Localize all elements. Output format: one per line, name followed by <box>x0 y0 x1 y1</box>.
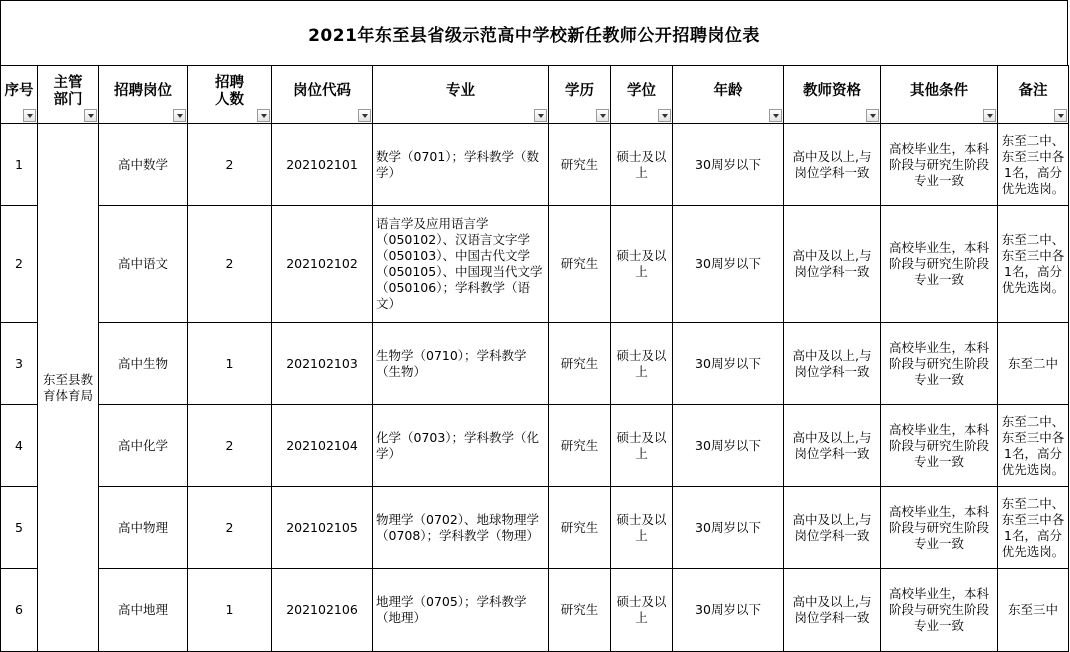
cell-other[interactable]: 高校毕业生，本科阶段与研究生阶段专业一致 <box>881 206 998 323</box>
cell-major[interactable]: 数学（0701）；学科教学（数学） <box>373 124 549 206</box>
header-post: 招聘岗位 <box>99 66 188 124</box>
filter-dropdown-icon[interactable] <box>769 109 782 122</box>
cell-note[interactable]: 东至二中、东至三中各1名，高分优先选岗。 <box>998 124 1069 206</box>
cell-age[interactable]: 30周岁以下 <box>673 124 784 206</box>
cell-edu[interactable]: 研究生 <box>549 323 611 405</box>
cell-qual[interactable]: 高中及以上,与岗位学科一致 <box>784 206 881 323</box>
header-qual: 教师资格 <box>784 66 881 124</box>
cell-major[interactable]: 地理学（0705）；学科教学（地理） <box>373 569 549 652</box>
cell-other[interactable]: 高校毕业生，本科阶段与研究生阶段专业一致 <box>881 124 998 206</box>
cell-major[interactable]: 化学（0703）；学科教学（化学） <box>373 405 549 487</box>
cell-edu[interactable]: 研究生 <box>549 405 611 487</box>
cell-code[interactable]: 202102101 <box>272 124 373 206</box>
cell-post[interactable]: 高中语文 <box>99 206 188 323</box>
cell-major[interactable]: 语言学及应用语言学（050102）、汉语言文字学（050103）、中国古代文学（050105）、中国现当代文学（050106）；学科教学（语文） <box>373 206 549 323</box>
cell-edu[interactable]: 研究生 <box>549 124 611 206</box>
table-row <box>1 124 1069 206</box>
header-edu: 学历 <box>549 66 611 124</box>
cell-count[interactable]: 1 <box>188 569 272 652</box>
header-dept: 主管部门 <box>38 66 99 124</box>
cell-seq[interactable]: 5 <box>1 487 38 569</box>
cell-age[interactable]: 30周岁以下 <box>673 405 784 487</box>
filter-dropdown-icon[interactable] <box>534 109 547 122</box>
header-major: 专业 <box>373 66 549 124</box>
cell-other[interactable]: 高校毕业生，本科阶段与研究生阶段专业一致 <box>881 487 998 569</box>
filter-dropdown-icon[interactable] <box>23 109 36 122</box>
cell-seq[interactable]: 2 <box>1 206 38 323</box>
header-row <box>1 66 1069 124</box>
cell-seq[interactable]: 3 <box>1 323 38 405</box>
table-row <box>1 405 1069 487</box>
header-other: 其他条件 <box>881 66 998 124</box>
cell-degree[interactable]: 硕士及以上 <box>611 487 673 569</box>
cell-other[interactable]: 高校毕业生，本科阶段与研究生阶段专业一致 <box>881 405 998 487</box>
cell-count[interactable]: 2 <box>188 487 272 569</box>
cell-qual[interactable]: 高中及以上,与岗位学科一致 <box>784 124 881 206</box>
cell-dept[interactable]: 东至县教育体育局 <box>38 124 99 652</box>
cell-degree[interactable]: 硕士及以上 <box>611 206 673 323</box>
cell-post[interactable]: 高中数学 <box>99 124 188 206</box>
cell-code[interactable]: 202102104 <box>272 405 373 487</box>
table-row <box>1 206 1069 323</box>
cell-degree[interactable]: 硕士及以上 <box>611 323 673 405</box>
table-row <box>1 569 1069 652</box>
filter-dropdown-icon[interactable] <box>257 109 270 122</box>
cell-seq[interactable]: 1 <box>1 124 38 206</box>
header-age: 年龄 <box>673 66 784 124</box>
header-code: 岗位代码 <box>272 66 373 124</box>
filter-dropdown-icon[interactable] <box>84 109 97 122</box>
cell-code[interactable]: 202102102 <box>272 206 373 323</box>
filter-dropdown-icon[interactable] <box>1054 109 1067 122</box>
cell-age[interactable]: 30周岁以下 <box>673 323 784 405</box>
cell-post[interactable]: 高中地理 <box>99 569 188 652</box>
filter-dropdown-icon[interactable] <box>658 109 671 122</box>
cell-post[interactable]: 高中生物 <box>99 323 188 405</box>
cell-code[interactable]: 202102106 <box>272 569 373 652</box>
filter-dropdown-icon[interactable] <box>866 109 879 122</box>
cell-code[interactable]: 202102105 <box>272 487 373 569</box>
recruitment-table <box>0 65 1069 652</box>
cell-qual[interactable]: 高中及以上,与岗位学科一致 <box>784 569 881 652</box>
cell-other[interactable]: 高校毕业生，本科阶段与研究生阶段专业一致 <box>881 569 998 652</box>
cell-edu[interactable]: 研究生 <box>549 206 611 323</box>
cell-qual[interactable]: 高中及以上,与岗位学科一致 <box>784 405 881 487</box>
header-count: 招聘人数 <box>188 66 272 124</box>
cell-note[interactable]: 东至二中、东至三中各1名，高分优先选岗。 <box>998 487 1069 569</box>
cell-qual[interactable]: 高中及以上,与岗位学科一致 <box>784 323 881 405</box>
filter-dropdown-icon[interactable] <box>983 109 996 122</box>
filter-dropdown-icon[interactable] <box>358 109 371 122</box>
cell-post[interactable]: 高中化学 <box>99 405 188 487</box>
cell-note[interactable]: 东至二中 <box>998 323 1069 405</box>
cell-seq[interactable]: 4 <box>1 405 38 487</box>
cell-degree[interactable]: 硕士及以上 <box>611 124 673 206</box>
filter-dropdown-icon[interactable] <box>173 109 186 122</box>
header-degree: 学位 <box>611 66 673 124</box>
cell-edu[interactable]: 研究生 <box>549 569 611 652</box>
cell-age[interactable]: 30周岁以下 <box>673 569 784 652</box>
cell-seq[interactable]: 6 <box>1 569 38 652</box>
cell-edu[interactable]: 研究生 <box>549 487 611 569</box>
table-title: 2021年东至县省级示范高中学校新任教师公开招聘岗位表 <box>0 0 1068 65</box>
cell-note[interactable]: 东至二中、东至三中各1名，高分优先选岗。 <box>998 206 1069 323</box>
cell-qual[interactable]: 高中及以上,与岗位学科一致 <box>784 487 881 569</box>
cell-degree[interactable]: 硕士及以上 <box>611 405 673 487</box>
filter-dropdown-icon[interactable] <box>596 109 609 122</box>
cell-count[interactable]: 2 <box>188 206 272 323</box>
cell-major[interactable]: 物理学（0702）、地球物理学（0708）；学科教学（物理） <box>373 487 549 569</box>
header-note: 备注 <box>998 66 1069 124</box>
cell-post[interactable]: 高中物理 <box>99 487 188 569</box>
cell-note[interactable]: 东至二中、东至三中各1名，高分优先选岗。 <box>998 405 1069 487</box>
cell-degree[interactable]: 硕士及以上 <box>611 569 673 652</box>
header-seq: 序号 <box>1 66 38 124</box>
cell-count[interactable]: 2 <box>188 405 272 487</box>
cell-other[interactable]: 高校毕业生，本科阶段与研究生阶段专业一致 <box>881 323 998 405</box>
cell-age[interactable]: 30周岁以下 <box>673 487 784 569</box>
cell-count[interactable]: 2 <box>188 124 272 206</box>
cell-major[interactable]: 生物学（0710）；学科教学（生物） <box>373 323 549 405</box>
table-row <box>1 323 1069 405</box>
cell-code[interactable]: 202102103 <box>272 323 373 405</box>
cell-count[interactable]: 1 <box>188 323 272 405</box>
cell-age[interactable]: 30周岁以下 <box>673 206 784 323</box>
cell-note[interactable]: 东至三中 <box>998 569 1069 652</box>
table-row <box>1 487 1069 569</box>
